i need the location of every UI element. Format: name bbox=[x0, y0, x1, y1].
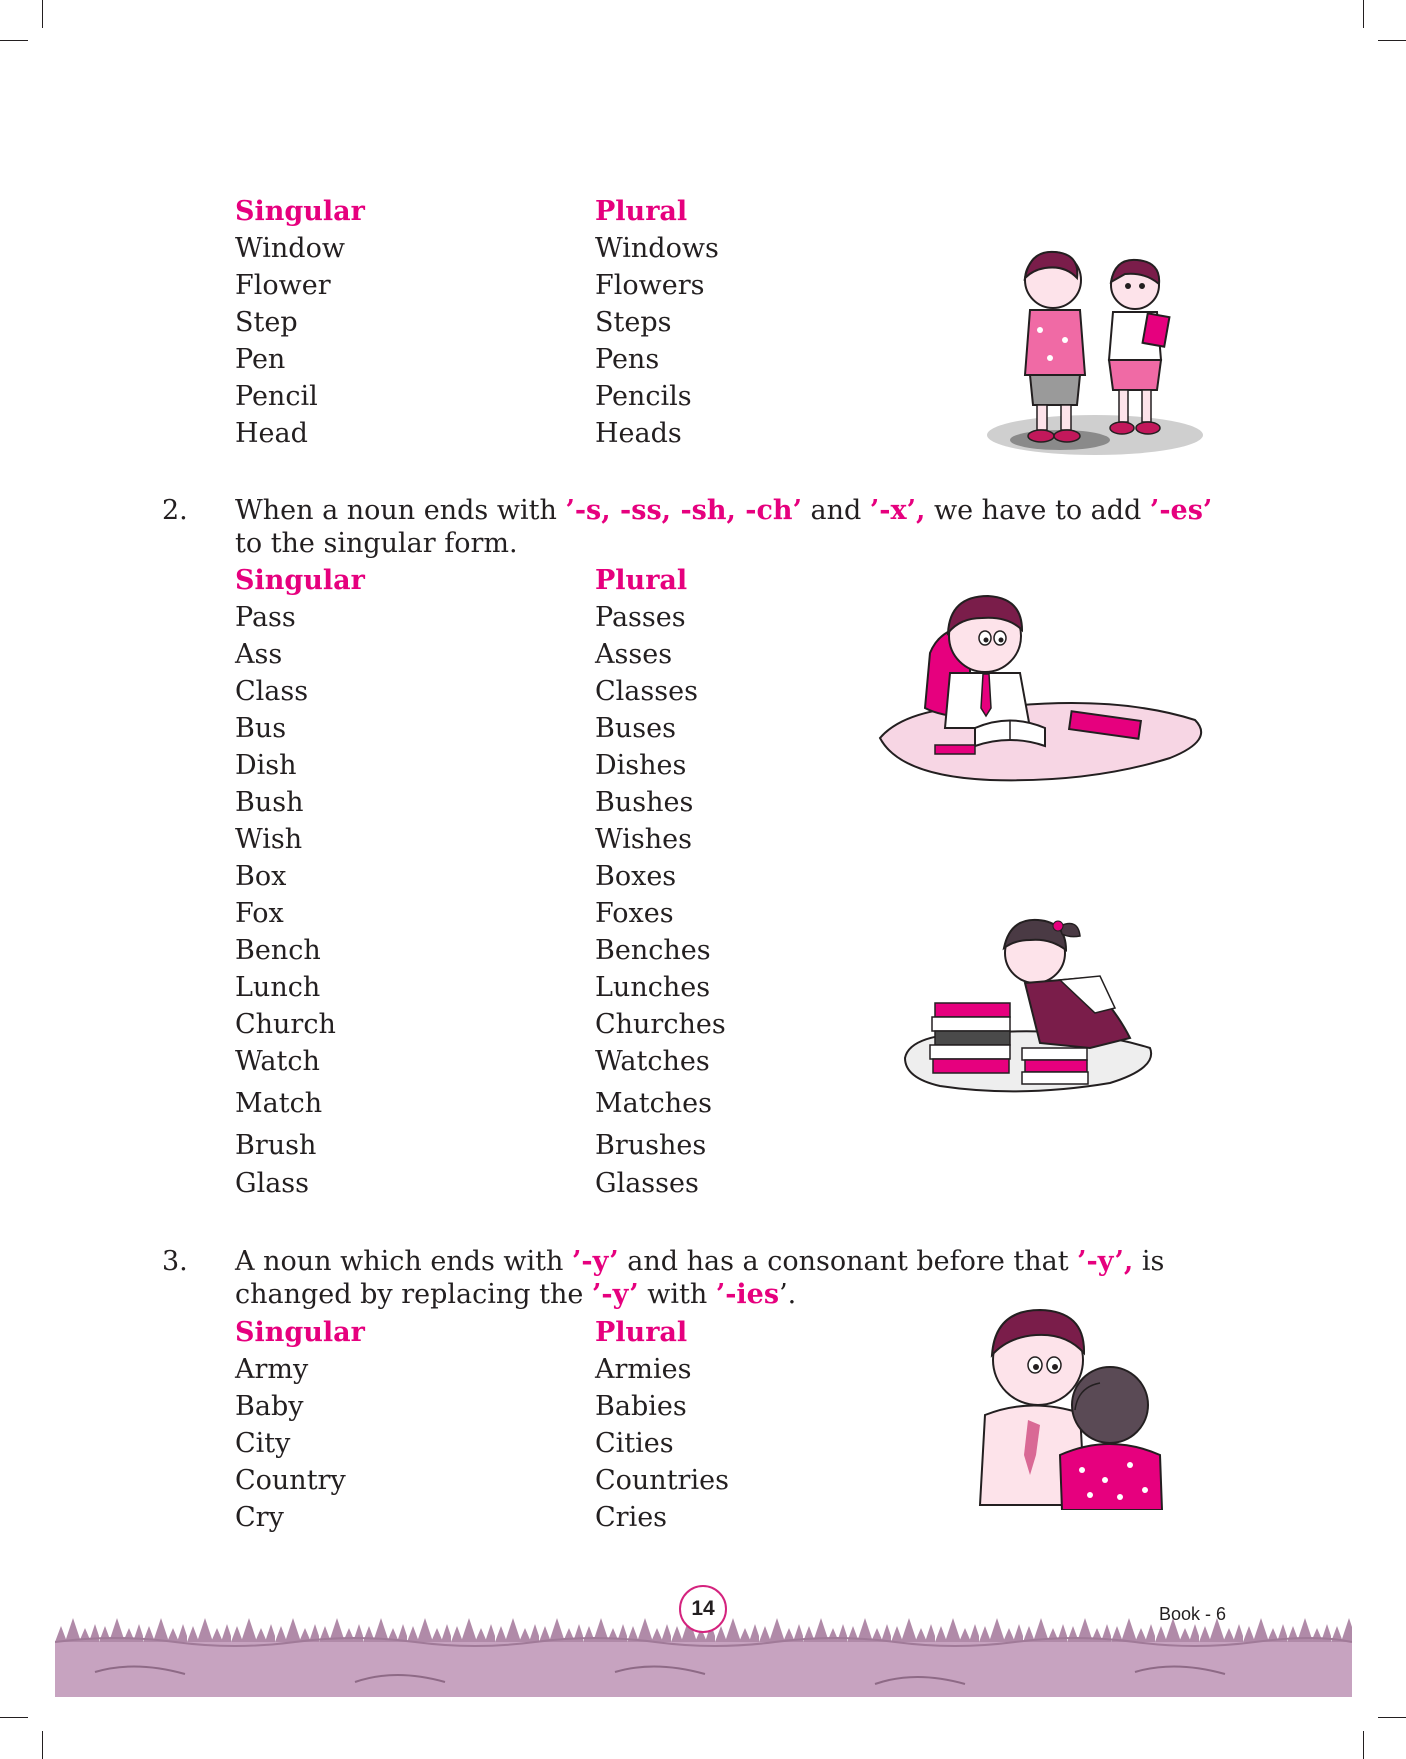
plural-word: Buses bbox=[595, 713, 676, 744]
plural-heading: Plural bbox=[595, 1317, 688, 1348]
plural-word: Churches bbox=[595, 1009, 726, 1040]
plural-heading: Plural bbox=[595, 196, 688, 227]
singular-word: Class bbox=[235, 676, 309, 707]
plural-word: Asses bbox=[595, 639, 673, 670]
two-children-illustration bbox=[970, 1305, 1165, 1510]
plural-word: Armies bbox=[595, 1354, 692, 1385]
singular-word: City bbox=[235, 1428, 291, 1459]
page-number: 14 bbox=[679, 1585, 727, 1633]
crop-mark bbox=[1363, 0, 1364, 28]
plural-word: Watches bbox=[595, 1046, 710, 1077]
singular-word: Ass bbox=[235, 639, 283, 670]
plural-word: Glasses bbox=[595, 1168, 699, 1199]
plural-word: Bushes bbox=[595, 787, 694, 818]
plural-word: Benches bbox=[595, 935, 711, 966]
singular-word: Church bbox=[235, 1009, 336, 1040]
plural-word: Passes bbox=[595, 602, 686, 633]
singular-word: Wish bbox=[235, 824, 303, 855]
crop-mark bbox=[0, 1717, 28, 1718]
crop-mark bbox=[1363, 1731, 1364, 1759]
rule-2-text: When a noun ends with ’-s, -ss, -sh, -ch’ and ’-x’, we have to add ’-es’ to the singular form. bbox=[235, 495, 1213, 559]
boy-reading-illustration bbox=[870, 588, 1215, 803]
plural-word: Flowers bbox=[595, 270, 705, 301]
singular-heading: Singular bbox=[235, 565, 365, 596]
rule-number: 2. bbox=[162, 495, 188, 526]
singular-word: Step bbox=[235, 307, 298, 338]
rule-number: 3. bbox=[162, 1246, 188, 1277]
rule-3-text: A noun which ends with ’-y’ and has a consonant before that ’-y’, is changed by replacing the ’-y’ with ’-ies’. bbox=[235, 1246, 1165, 1310]
singular-word: Pen bbox=[235, 344, 286, 375]
crop-mark bbox=[1378, 40, 1406, 41]
plural-word: Cries bbox=[595, 1502, 668, 1533]
two-boys-illustration bbox=[985, 240, 1205, 460]
plural-word: Wishes bbox=[595, 824, 692, 855]
singular-word: Match bbox=[235, 1088, 323, 1119]
plural-word: Foxes bbox=[595, 898, 674, 929]
plural-word: Dishes bbox=[595, 750, 687, 781]
singular-word: Baby bbox=[235, 1391, 304, 1422]
girl-with-books-illustration bbox=[900, 908, 1160, 1098]
singular-word: Pencil bbox=[235, 381, 318, 412]
singular-word: Brush bbox=[235, 1130, 317, 1161]
plural-word: Heads bbox=[595, 418, 682, 449]
plural-word: Steps bbox=[595, 307, 672, 338]
crop-mark bbox=[1378, 1717, 1406, 1718]
plural-word: Windows bbox=[595, 233, 719, 264]
plural-word: Countries bbox=[595, 1465, 729, 1496]
plural-word: Lunches bbox=[595, 972, 711, 1003]
plural-word: Pens bbox=[595, 344, 660, 375]
singular-word: Flower bbox=[235, 270, 331, 301]
singular-heading: Singular bbox=[235, 1317, 365, 1348]
book-label: Book - 6 bbox=[1159, 1604, 1227, 1624]
crop-mark bbox=[42, 0, 43, 28]
plural-word: Brushes bbox=[595, 1130, 707, 1161]
singular-word: Window bbox=[235, 233, 345, 264]
singular-word: Country bbox=[235, 1465, 346, 1496]
plural-heading: Plural bbox=[595, 565, 688, 596]
singular-word: Box bbox=[235, 861, 287, 892]
singular-word: Dish bbox=[235, 750, 297, 781]
plural-word: Matches bbox=[595, 1088, 712, 1119]
singular-word: Pass bbox=[235, 602, 296, 633]
singular-word: Head bbox=[235, 418, 308, 449]
plural-word: Babies bbox=[595, 1391, 687, 1422]
crop-mark bbox=[42, 1731, 43, 1759]
singular-word: Fox bbox=[235, 898, 284, 929]
singular-word: Cry bbox=[235, 1502, 284, 1533]
plural-word: Cities bbox=[595, 1428, 674, 1459]
plural-word: Pencils bbox=[595, 381, 692, 412]
singular-word: Bush bbox=[235, 787, 304, 818]
singular-word: Glass bbox=[235, 1168, 310, 1199]
singular-word: Bus bbox=[235, 713, 287, 744]
singular-word: Watch bbox=[235, 1046, 320, 1077]
singular-word: Army bbox=[235, 1354, 309, 1385]
plural-word: Classes bbox=[595, 676, 698, 707]
singular-word: Lunch bbox=[235, 972, 321, 1003]
singular-word: Bench bbox=[235, 935, 321, 966]
crop-mark bbox=[0, 40, 28, 41]
singular-heading: Singular bbox=[235, 196, 365, 227]
plural-word: Boxes bbox=[595, 861, 677, 892]
